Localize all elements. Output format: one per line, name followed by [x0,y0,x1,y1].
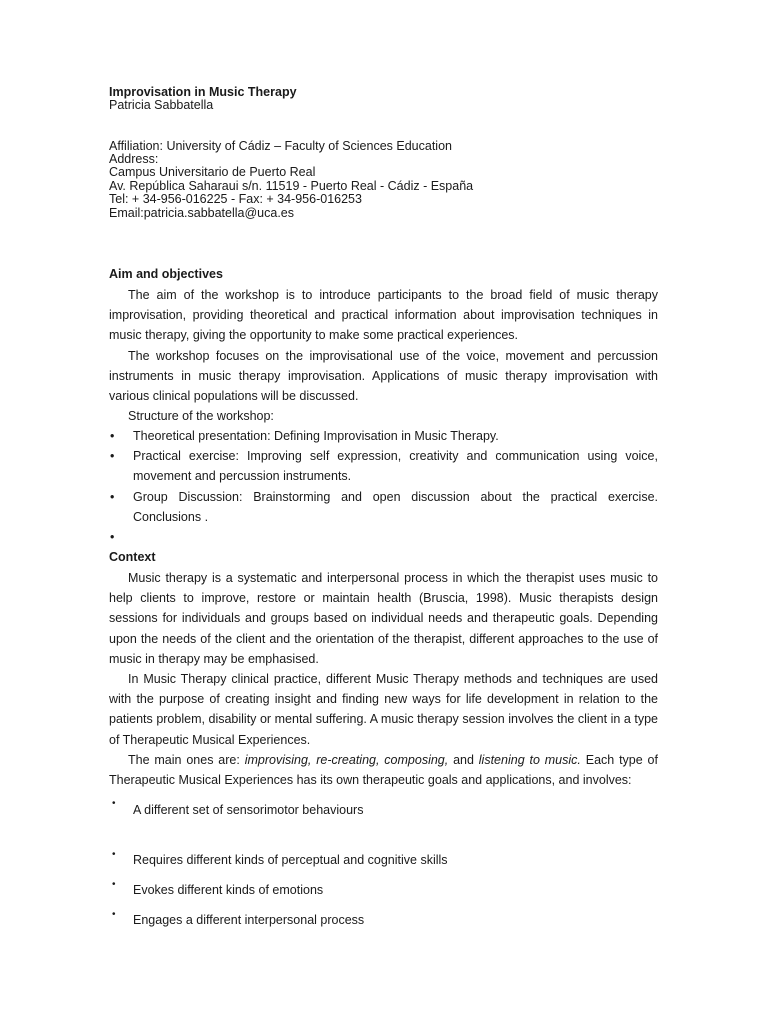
aim-paragraph-2: The workshop focuses on the improvisational use of the voice, movement and percussion instruments in music therapy improvisation. Applications of music therapy improvisation with various clinical populations will be discussed. [109,349,658,404]
bullet-marker: • [112,909,116,920]
list-item: Practical exercise: Improving self expression, creativity and communication using voice, movement and percussion instruments. [133,449,658,484]
bullet-marker: • [110,530,115,544]
phone-fax: Tel: + 34-956-016225 - Fax: + 34-956-016253 [109,192,362,206]
context-paragraph-2: In Music Therapy clinical practice, different Music Therapy methods and techniques are used with the purpose of creating insight and finding new ways for life development in relation to the patients problem, disability or mental suffering. A music therapy session involves the client in a type of Therapeutic Musical Experiences. [109,672,658,747]
section-heading-aim: Aim and objectives [109,267,223,281]
list-item: Theoretical presentation: Defining Improvisation in Music Therapy. [133,429,499,443]
email: Email:patricia.sabbatella@uca.es [109,206,295,220]
address-line-2: Av. República Saharaui s/n. 11519 - Puerto Real - Cádiz - España [109,179,474,193]
list-item: Engages a different interpersonal process [133,913,365,927]
section-heading-context: Context [109,550,156,564]
list-item: A different set of sensorimotor behaviours [133,803,364,817]
list-item: Evokes different kinds of emotions [133,883,324,897]
document-title: Improvisation in Music Therapy [109,85,297,99]
context-paragraph-3: The main ones are: improvising, re-creating, composing, and listening to music. Each type of Therapeutic Musical Experiences has its own therapeutic goals and applications, and involves: [109,753,658,788]
affiliation: Affiliation: University of Cádiz – Faculty of Sciences Education [109,139,452,153]
list-item: Group Discussion: Brainstorming and open discussion about the practical exercise. Conclusions . [133,490,658,525]
author-name: Patricia Sabbatella [109,98,214,112]
list-item: Requires different kinds of perceptual and cognitive skills [133,853,448,867]
bullet-marker: • [112,849,116,860]
bullet-marker: • [112,798,116,809]
address-label: Address: [109,152,159,166]
address-line-1: Campus Universitario de Puerto Real [109,165,316,179]
structure-label: Structure of the workshop: [128,409,274,423]
bullet-marker: • [110,449,115,463]
bullet-marker: • [110,490,115,504]
bullet-marker: • [112,879,116,890]
aim-paragraph-1: The aim of the workshop is to introduce participants to the broad field of music therapy improvisation, providing theoretical and practical information about improvisation techniques in music therapy, giving the opportunity to make some practical experiences. [109,288,658,343]
bullet-marker: • [110,429,115,443]
context-paragraph-1: Music therapy is a systematic and interpersonal process in which the therapist uses music to help clients to improve, restore or maintain health (Bruscia, 1998). Music therapists design sessions for individuals and groups based on individual needs and therapeutic goals. Depending upon the needs of the client and the orientation of the therapist, different approaches to the use of music in therapy may be emphasised. [109,571,658,666]
